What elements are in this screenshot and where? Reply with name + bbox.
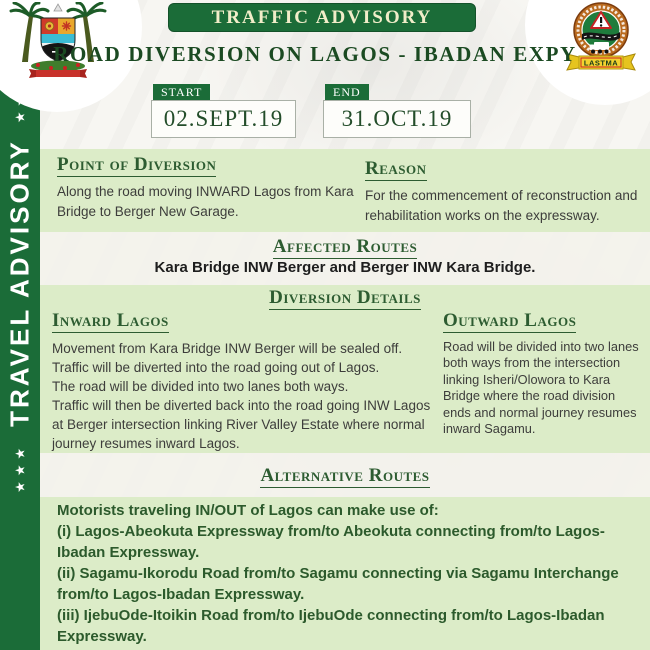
start-label: START: [153, 84, 210, 100]
reason-heading: Reason: [365, 158, 427, 179]
inward-line: Traffic will then be diverted back into the road going INW Lagos at Berger intersection linking River Valley Estate where normal journey resumes inward Lagos.: [52, 397, 431, 451]
alternative-route-item: (i) Lagos-Abeokuta Expressway from/to Abeokuta connecting from/to Lagos-Ibadan Expressway.: [57, 523, 605, 561]
inward-line: Movement from Kara Bridge INW Berger will be sealed off.: [52, 340, 403, 356]
alternative-routes-heading: Alternative Routes: [260, 465, 430, 486]
point-of-diversion-body: Along the road moving INWARD Lagos from Kara Bridge to Berger New Garage.: [57, 183, 354, 219]
alternative-routes-body: [57, 500, 645, 647]
alternative-routes-intro: Motorists traveling IN/OUT of Lagos can make use of:: [57, 502, 439, 519]
reason-body: For the commencement of reconstruction and rehabilitation works on the expressway.: [365, 187, 638, 223]
end-label: END: [325, 84, 369, 100]
lastma-badge-icon: [553, 0, 649, 80]
section-affected-routes: [40, 237, 650, 259]
section-inward-lagos: [52, 311, 432, 453]
alternative-route-item: (iii) IjebuOde-Itoikin Road from/to IjebuOde connecting from/to Lagos-Ibadan Expressway.: [57, 607, 605, 645]
section-outward-lagos: [443, 311, 645, 438]
alternative-route-item: (ii) Sagamu-Ikorodu Road from/to Sagamu connecting via Sagamu Interchange from/to Lagos-Ibadan Expressway.: [57, 565, 619, 603]
stars-icon: ★★★: [12, 442, 27, 493]
inward-line: Traffic will be diverted into the road going out of Lagos.: [52, 359, 380, 375]
lastma-ribbon-text: LASTMA: [583, 58, 619, 68]
section-reason: [365, 159, 650, 226]
affected-routes-heading: Affected Routes: [272, 236, 418, 257]
section-alternative-routes: [40, 466, 650, 488]
section-diversion-details: [40, 288, 650, 310]
end-date-value: 31.OCT.19: [323, 100, 471, 138]
section-point-of-diversion: [57, 155, 357, 222]
travel-advisory-label: TRAVEL ADVISORY: [4, 139, 35, 427]
point-of-diversion-heading: Point of Diversion: [57, 154, 217, 175]
outward-lagos-body: Road will be divided into two lanes both ways from the intersection linking Isheri/Olowora to Kara Bridge where the road division ends and normal journey resumes inward Sagamu.: [443, 338, 639, 437]
start-date-value: 02.SEPT.19: [151, 100, 296, 138]
outward-lagos-heading: Outward Lagos: [443, 310, 577, 331]
traffic-advisory-banner: TRAFFIC ADVISORY: [168, 3, 476, 32]
affected-routes-body: Kara Bridge INW Berger and Berger INW Kara Bridge.: [154, 259, 536, 276]
travel-advisory-ribbon: [0, 78, 40, 650]
inward-lagos-heading: Inward Lagos: [52, 310, 169, 331]
diversion-details-heading: Diversion Details: [269, 287, 421, 308]
inward-line: The road will be divided into two lanes both ways.: [52, 378, 349, 394]
page-title: ROAD DIVERSION ON LAGOS - IBADAN EXPY: [53, 42, 577, 66]
